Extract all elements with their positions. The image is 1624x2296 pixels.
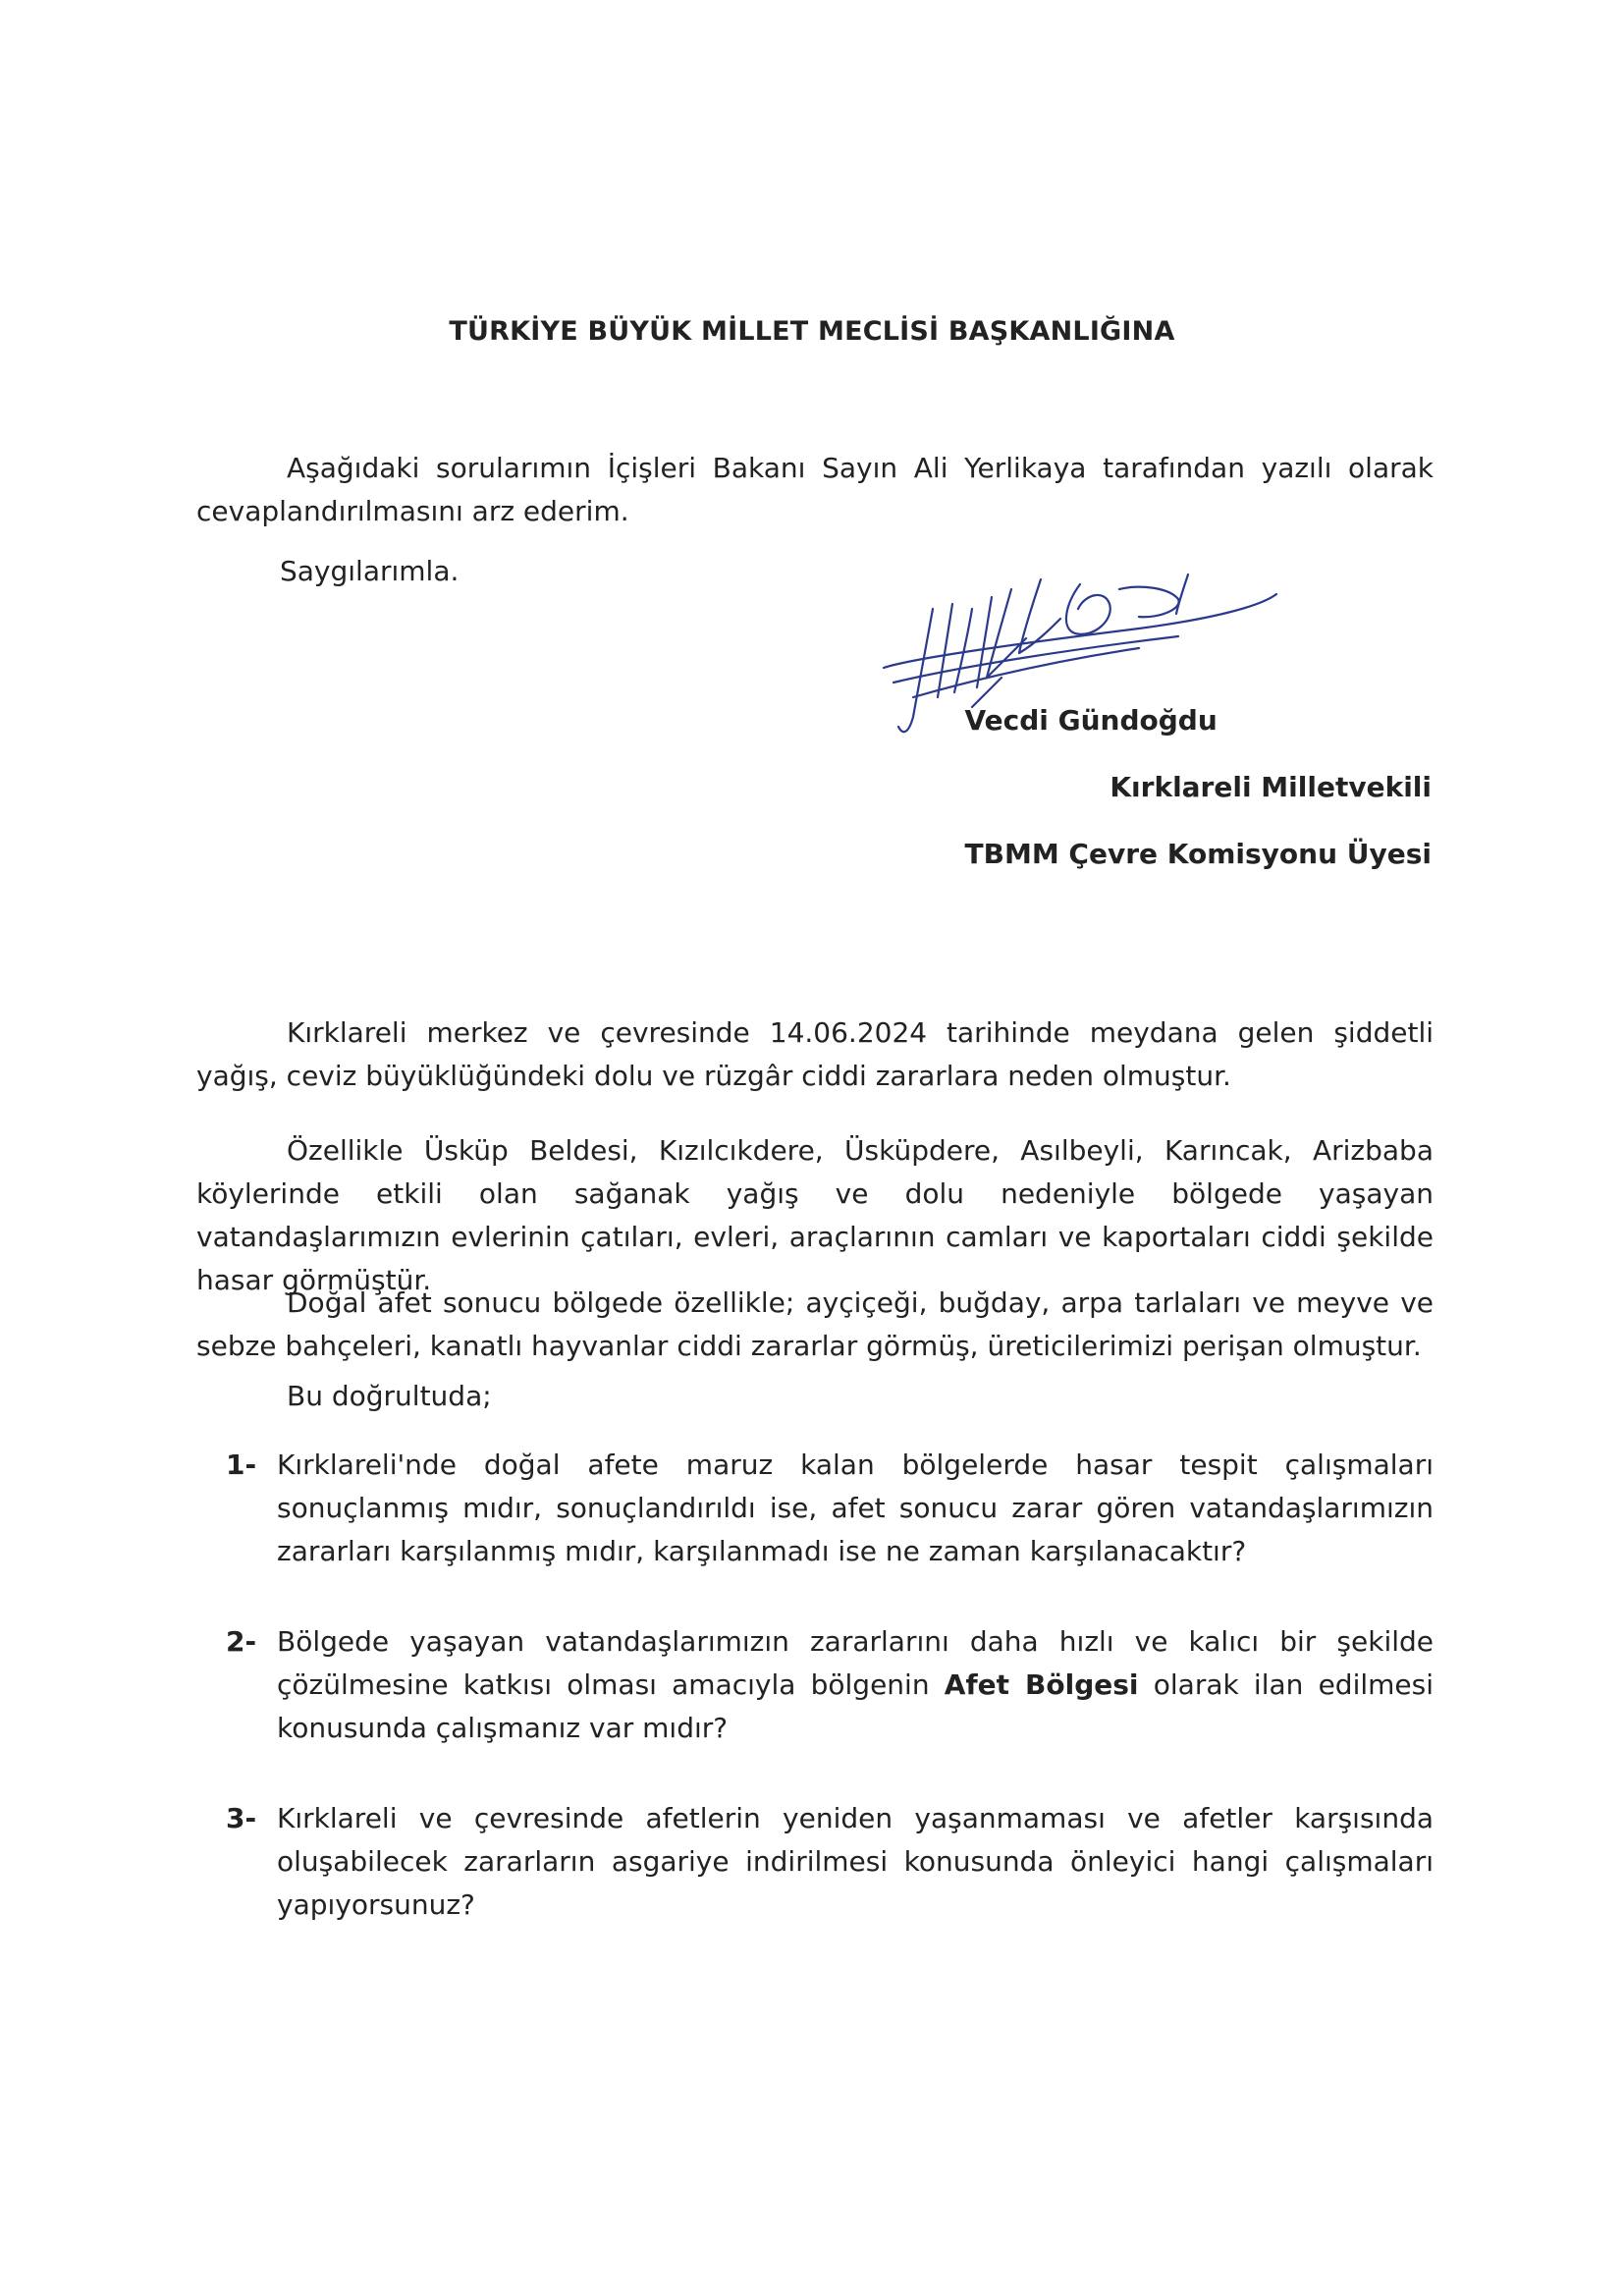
closing-text: Saygılarımla. (280, 555, 460, 587)
body-paragraph-2: Özellikle Üsküp Beldesi, Kızılcıkdere, Üsküpdere, Asılbeyli, Karıncak, Arizbaba köylerinde etkili olan sağanak yağış ve dolu nedeniyle bölgede yaşayan vatandaşlarımızın evlerinin çatıları, evleri, araçlarının camları ve kaportaları ciddi şekilde hasar görmüştür. (196, 1134, 1434, 1296)
body-paragraph-3: Doğal afet sonucu bölgede özellikle; ayçiçeği, buğday, arpa tarlaları ve meyve ve sebze bahçeleri, kanatlı hayvanlar ciddi zararlar görmüş, üreticilerimizi perişan olmuştur. (196, 1286, 1434, 1362)
question-text: Kırklareli'nde doğal afete maruz kalan bölgelerde hasar tespit çalışmaları sonuçlanmış mıdır, sonuçlandırıldı ise, afet sonucu zarar gören vatandaşlarımızın zararları karşılanmış mıdır, karşılanmadı ise ne zaman karşılanacaktır? (277, 1449, 1434, 1567)
question-text-after: olarak ilan edilmesi konusunda çalışmanız var mıdır? (277, 1668, 1435, 1744)
question-1 (226, 1444, 1434, 1573)
intro-paragraph: Aşağıdaki sorularımın İçişleri Bakanı Sayın Ali Yerlikaya tarafından yazılı olarak cevaplandırılmasını arz ederim. (196, 452, 1434, 527)
body-paragraph-1: Kırklareli merkez ve çevresinde 14.06.2024 tarihinde meydana gelen şiddetli yağış, ceviz büyüklüğündeki dolu ve rüzgâr ciddi zararlara neden olmuştur. (196, 1016, 1434, 1092)
lead-in-text: Bu doğrultuda; (287, 1380, 492, 1412)
question-text-bold: Afet Bölgesi (944, 1668, 1139, 1701)
question-text: Kırklareli ve çevresinde afetlerin yeniden yaşanmaması ve afetler karşısında oluşabilecek zararların asgariye indirilmesi konusunda önleyici hangi çalışmaları yapıyorsunuz? (277, 1802, 1434, 1921)
question-number: 2- (226, 1625, 257, 1658)
signature-block (965, 687, 1432, 888)
signatory-name: Vecdi Gündoğdu (964, 704, 1218, 737)
question-number: 1- (226, 1449, 257, 1481)
question-2 (226, 1620, 1434, 1750)
question-number: 3- (226, 1802, 257, 1834)
document-title: TÜRKİYE BÜYÜK MİLLET MECLİSİ BAŞKANLIĞINA (449, 316, 1175, 347)
signatory-position: Kırklareli Milletvekili (1110, 771, 1432, 803)
signatory-committee: TBMM Çevre Komisyonu Üyesi (964, 838, 1432, 870)
question-text (277, 1620, 1434, 1750)
question-3 (226, 1797, 1434, 1927)
question-text-before: Bölgede yaşayan vatandaşlarımızın zararlarını daha hızlı ve kalıcı bir şekilde çözülmesine katkısı olması amacıyla bölgenin (277, 1625, 1434, 1701)
